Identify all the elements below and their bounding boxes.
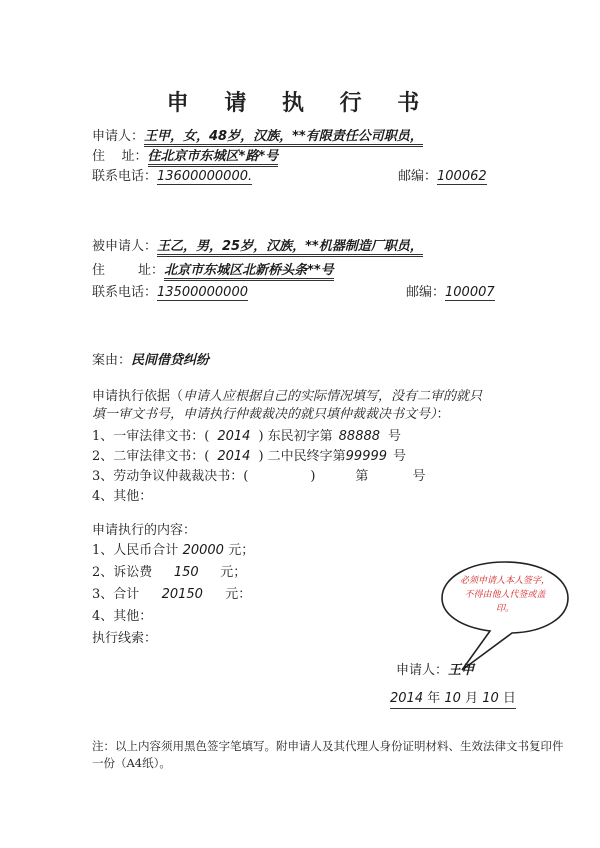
date-day-label: 日	[502, 691, 516, 706]
basis-hint-line	[92, 406, 450, 424]
basis-item2-prefix: 2、二审法律文书：(	[92, 449, 210, 464]
basis-hint-line1: 申请人应根据自己的实际情况填写，没有二审的就只	[183, 389, 483, 404]
case-label: 案由：	[92, 353, 132, 368]
bubble-text: 必须申请人本人签字，不得由他人代签或盖印。	[459, 576, 550, 614]
applicant-postcode-value[interactable]: 100062	[437, 169, 487, 184]
case-line	[92, 352, 209, 370]
basis-hint-line2: 填一审文书号，申请执行仲裁裁决的就只填仲裁裁决书文号）	[92, 407, 437, 422]
page-title: 申 请 执 行 书	[166, 90, 434, 116]
signature-line	[396, 662, 474, 680]
respondent-phone-label: 联系电话：	[92, 285, 158, 300]
applicant-phone-value[interactable]: 13600000000.	[157, 169, 253, 184]
content-item2-unit: 元；	[220, 565, 247, 580]
basis-item3-prefix: 3、劳动争议仲裁裁决书：(	[92, 469, 249, 484]
basis-item1-suffix: 号	[388, 429, 402, 444]
applicant-phone-label: 联系电话：	[92, 169, 158, 184]
basis-item-4: 4、其他：	[92, 489, 153, 504]
case-value[interactable]: 民间借贷纠纷	[131, 353, 210, 368]
date-month[interactable]: 10	[444, 691, 461, 706]
respondent-label: 被申请人：	[92, 239, 158, 254]
basis-item2-year[interactable]: 2014	[217, 449, 251, 464]
signature-date	[390, 690, 516, 709]
basis-item-2	[92, 448, 406, 466]
content-item2-value[interactable]: 150	[173, 565, 199, 580]
basis-item-1	[92, 428, 401, 446]
content-item3-unit: 元：	[225, 587, 252, 602]
content-item3-value[interactable]: 20150	[161, 587, 203, 602]
applicant-phone-line	[92, 168, 252, 186]
respondent-phone-line	[92, 284, 248, 302]
signature-label: 申请人：	[396, 663, 449, 678]
basis-colon: ：	[436, 407, 450, 422]
basis-item2-mid: ) 二中民终字第	[258, 449, 346, 464]
respondent-line	[92, 238, 423, 256]
content-item1-prefix: 1、人民币合计	[92, 543, 179, 558]
content-item2-prefix: 2、诉讼费	[92, 565, 153, 580]
content-item-2	[92, 564, 246, 582]
basis-item3-di: 第	[355, 469, 369, 484]
respondent-address-line	[92, 262, 334, 280]
date-day[interactable]: 10	[482, 691, 499, 706]
respondent-postcode-label: 邮编：	[406, 285, 446, 300]
content-heading: 申请执行的内容：	[92, 523, 197, 538]
content-item1-value[interactable]: 20000	[182, 543, 224, 558]
basis-item2-suffix: 号	[393, 449, 407, 464]
respondent-phone-value[interactable]: 13500000000	[157, 285, 248, 300]
applicant-address-label: 住 址：	[92, 149, 148, 164]
applicant-postcode-label: 邮编：	[398, 169, 438, 184]
annotation-bubble	[440, 560, 570, 678]
respondent-postcode-value[interactable]: 100007	[445, 285, 495, 300]
date-month-label: 月	[465, 691, 479, 706]
basis-heading	[92, 388, 482, 406]
basis-item2-number[interactable]: 99999	[345, 449, 388, 464]
clues-label: 执行线索：	[92, 631, 158, 646]
basis-label: 申请执行依据（	[92, 389, 184, 404]
basis-item1-year[interactable]: 2014	[217, 429, 251, 444]
content-item-1	[92, 542, 254, 560]
signature-value[interactable]: 王甲	[448, 663, 475, 678]
basis-item1-number[interactable]: 88888	[338, 429, 381, 444]
date-year[interactable]: 2014	[390, 691, 424, 706]
respondent-address-value[interactable]: 北京市东城区北新桥头条**号	[164, 263, 334, 281]
basis-item-3	[92, 468, 425, 486]
applicant-address-line	[92, 148, 278, 166]
content-item1-unit: 元；	[228, 543, 255, 558]
basis-item3-hao: 号	[412, 469, 426, 484]
applicant-value[interactable]: 王甲，女，48岁，汉族，**有限责任公司职员，	[144, 129, 423, 147]
content-item3-prefix: 3、合计	[92, 587, 140, 602]
basis-item1-mid: ) 东民初字第	[258, 429, 333, 444]
basis-item3-close: )	[310, 469, 316, 484]
footnote: 注：以上内容须用黑色签字笔填写。附申请人及其代理人身份证明材料、生效法律文书复印件一份（A4纸）。	[92, 739, 564, 770]
respondent-postcode-line	[406, 284, 495, 302]
applicant-postcode-line	[398, 168, 487, 186]
applicant-line	[92, 128, 423, 146]
content-item-4: 4、其他：	[92, 609, 153, 624]
respondent-address-label: 住 址：	[92, 263, 165, 278]
basis-item1-prefix: 1、一审法律文书：(	[92, 429, 210, 444]
applicant-address-value[interactable]: 住北京市东城区*路*号	[148, 149, 279, 167]
applicant-label: 申请人：	[92, 129, 145, 144]
respondent-value[interactable]: 王乙，男，25岁，汉族，**机器制造厂职员，	[157, 239, 423, 257]
date-year-label: 年	[427, 691, 441, 706]
content-item-3	[92, 586, 251, 604]
